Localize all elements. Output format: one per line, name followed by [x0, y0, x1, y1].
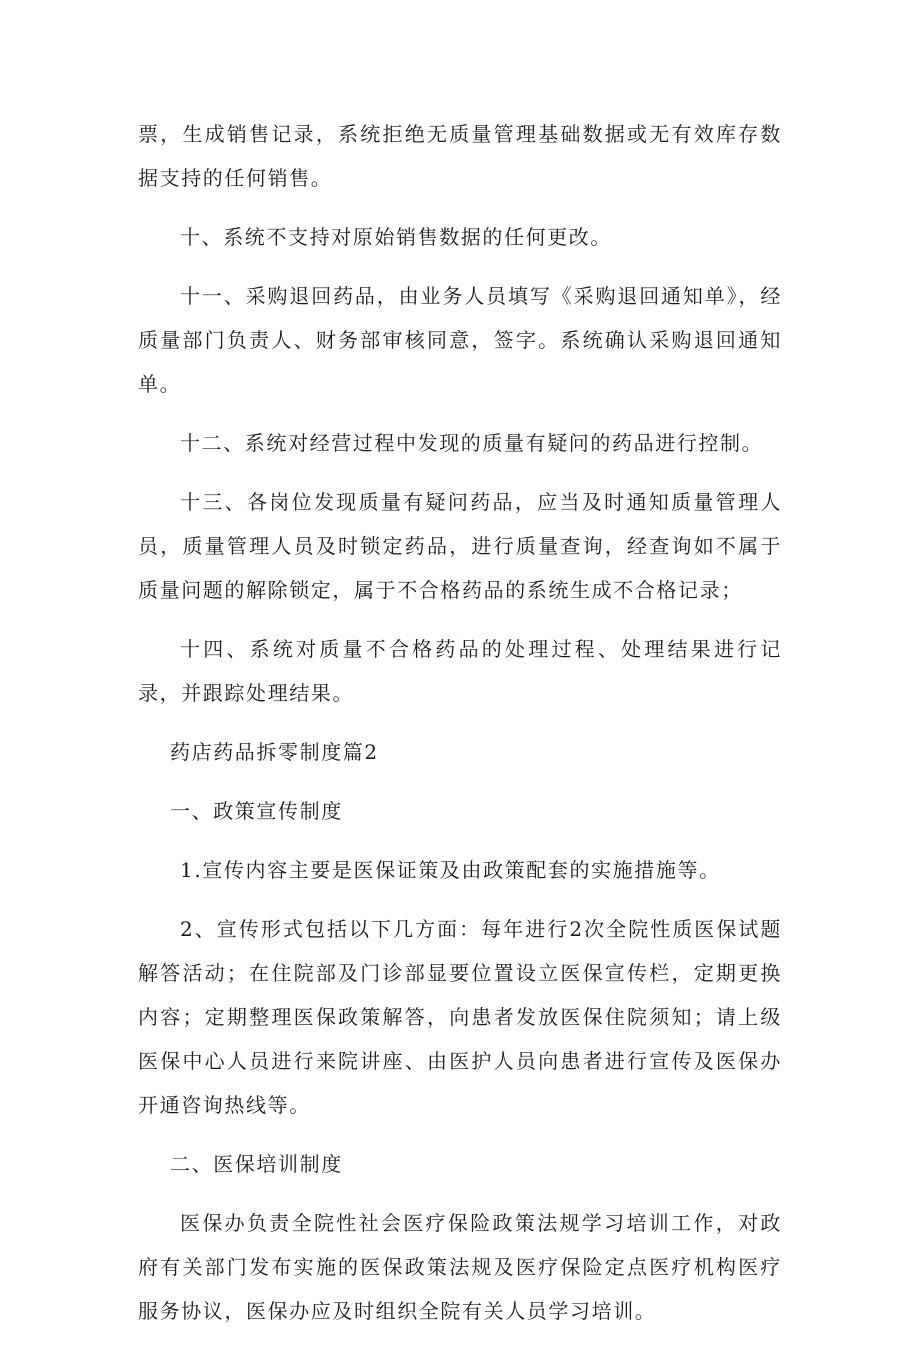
document-body	[138, 112, 782, 1348]
paragraph-continuation: 票，生成销售记录，系统拒绝无质量管理基础数据或无有效库存数据支持的任何销售。	[138, 122, 782, 190]
paragraph-item-thirteen: 十三、各岗位发现质量有疑问药品，应当及时通知质量管理人员，质量管理人员及时锁定药品，进行质量查询，经查询如不属于质量问题的解除锁定，属于不合格药品的系统生成不合格记录；	[138, 490, 782, 602]
paragraph-item-ten: 十、系统不支持对原始销售数据的任何更改。	[180, 225, 612, 249]
paragraph-item-fourteen: 十四、系统对质量不合格药品的处理过程、处理结果进行记录，并跟踪处理结果。	[138, 637, 782, 705]
policy-item-2: 2、宣传形式包括以下几方面：每年进行2次全院性质医保试题解答活动；在住院部及门诊部显要位置设立医保宣传栏，定期更换内容；定期整理医保政策解答，向患者发放医保住院须知；请上级医保中心人员进行来院讲座、由医护人员向患者进行宣传及医保办开通咨询热线等。	[138, 917, 782, 1117]
section-title: 药店药品拆零制度篇2	[170, 740, 379, 764]
training-section-body: 医保办负责全院性社会医疗保险政策法规学习培训工作，对政府有关部门发布实施的医保政策法规及医疗保险定点医疗机构医疗服务协议，医保办应及时组织全院有关人员学习培训。	[138, 1211, 782, 1323]
paragraph-item-twelve: 十二、系统对经营过程中发现的质量有疑问的药品进行控制。	[180, 431, 764, 455]
policy-section-heading: 一、政策宣传制度	[170, 799, 343, 823]
policy-item-1: 1.宣传内容主要是医保证策及由政策配套的实施措施等。	[180, 858, 721, 882]
training-section-heading: 二、医保培训制度	[170, 1152, 343, 1176]
paragraph-item-eleven: 十一、采购退回药品，由业务人员填写《采购退回通知单》，经质量部门负责人、财务部审核同意，签字。系统确认采购退回通知单。	[138, 284, 782, 396]
